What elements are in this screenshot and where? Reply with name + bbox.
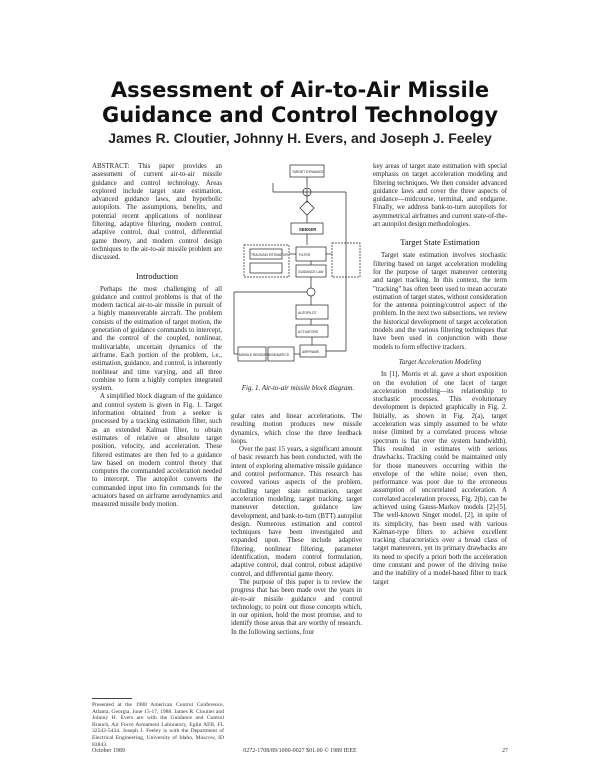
introduction-heading: Introduction xyxy=(135,270,179,281)
col2-paragraph-1: gular rates and linear accelerations. The resulting motion produces new missile dynamics, which close the three feedback loops. xyxy=(231,413,362,445)
seeker-gimbal-node xyxy=(300,201,314,215)
label-seeker: SEEKER xyxy=(299,227,317,232)
target-state-estimation-heading: Target State Estimation xyxy=(400,237,480,248)
estimator-filter-block xyxy=(250,263,282,273)
column-2 xyxy=(231,413,362,735)
target-acceleration-modeling-subheading: Target Acceleration Modeling xyxy=(398,358,482,366)
label-guidance-law: GUIDANCE LAW xyxy=(298,270,324,274)
intro-paragraph-1: Perhaps the most challenging of all guidance and control problems is that of the modern tactical air-to-air missile in pursuit of a highly maneuverable aircraft. The problem consists of the estimation of target motion, the generation of guidance commands to intercept, and the control of the coupled, nonlinear, multivariable, uncertain dynamics of the airframe. Each portion of the problem, i.e., estimation, guidance, and control, is inherently nonlinear and time varying, and all three combine to form a highly complex integrated system. xyxy=(92,285,222,393)
col3-paragraph-2: Target state estimation involves stochastic filtering based on target acceleration modeling for the purpose of target maneuver centering and target tracking. In this context, the term "tracking" has often been used to mean accurate estimation of target states, without consideration for the antenna pointing/control aspect of the problem. In the next two subsections, we review the historical development of target acceleration models and the various filtering techniques that have been used in conjunction with those models to form effective trackers. xyxy=(373,252,507,351)
footnote: Presented at the 1988 American Control Conference, Atlanta, Georgia, June 15-17, 1988. James R. Cloutier and Johnny H. Evers are with the Guidance and Control Branch, Air Force Armament Laboratory, Eglin AFB, FL 32542-5434. Joseph J. Feeley is with the Department of Electrical Engineering, University of Idaho, Moscow, ID 83843. xyxy=(92,702,224,748)
col3-paragraph-1: key areas of target state estimation with special emphasis on target acceleration modeling and filtering techniques. We then consider advanced guidance laws and cover the three aspects of guidance—midcourse, terminal, and endgame. Finally, we address bank-to-turn autopilots for asymmetrical airframes and current state-of-the-art autopilot design methodologies. xyxy=(373,163,507,229)
block-diagram xyxy=(232,163,364,381)
title-line-1: Assessment of Air-to-Air Missile xyxy=(110,78,490,102)
column-3 xyxy=(373,163,507,735)
label-missile-sensors: MISSILE SENSORS xyxy=(239,353,270,357)
figure-1 xyxy=(232,163,364,381)
label-actuators: ACTUATORS xyxy=(298,330,319,334)
abstract: ABSTRACT: This paper provides an assessment of current air-to-air missile guidance and control technology. Areas explored include target state estimation, advanced guidance laws, and hyperbolic autopilots. The assumptions, benefits, and potential recent applications of nonlinear filtering, adaptive filtering, modern control, adaptive control, dual control, differential game theory, and modern control design techniques to the air-to-air missile problem are discussed. xyxy=(92,163,222,262)
label-kinematics: KINEMATICS xyxy=(269,353,289,357)
title-line-2: Guidance and Control Technology xyxy=(101,103,499,127)
figure-1-caption: Fig. 1. Air-to-air missile block diagram. xyxy=(241,384,355,392)
label-autopilot: AUTOPILOT xyxy=(298,311,317,315)
column-1 xyxy=(92,163,222,635)
label-tracking-estimator: TRACKING ESTIMATOR xyxy=(251,253,288,257)
label-filter: FILTER xyxy=(299,253,311,257)
col3-paragraph-3: In [1], Morris et al. gave a short exposition on the evolution of one facet of target acceleration modeling—its relationship to stochastic processes. This evolutionary development is depicted graphically in Fig. 2. Initially, as shown in Fig. 2(a), target acceleration was simply assumed to be white noise (limited by a correlated process whose spectrum is flat over the system bandwidth). This resulted in estimates with serious drawbacks. Tracking could be maintained only for those maneuvers occurring within the envelope of the white noise; even then, performance was poor due to the erroneous assumption of uncorrelated acceleration. A correlated acceleration process, Fig. 2(b), can be achieved using Gauss-Markov models [2]-[5]. The well-known Singer model, [2], in spite of its simplicity, has been used with various Kalman-type filters to achieve excellent tracking characteristics over a broad class of target maneuvers, yet its primary drawbacks are its need to specify a priori both the acceleration time constant and power of the driving noise and the inability of a model-based filter to track target xyxy=(373,371,507,586)
footnote-rule xyxy=(92,698,132,699)
autopilot-sum-junction xyxy=(307,288,315,296)
intro-paragraph-2: A simplified block diagram of the guidance and control system is given in Fig. 1. Target information obtained from a seeker is processed by a tracking estimation filter, such as an extended Kalman filter, to obtain estimates of relative or absolute target position, velocity, and acceleration. These filtered estimates are then fed to a guidance law based on modern control theory that computes the commanded acceleration needed to intercept. The autopilot converts the commanded input into fin commands for the actuators based on airframe aerodynamics and measured missile body motion. xyxy=(92,393,222,509)
label-airframe: AIRFRAME xyxy=(302,350,320,354)
paper-title xyxy=(0,78,600,128)
col2-paragraph-2: Over the past 15 years, a significant amount of basic research has been conducted, with the intent of exploring alternative missile guidance and control performance. This research has covered various aspects of the problem, including target state estimation, target acceleration modeling, target tracking, target maneuver detection, guidance law development, and bank-to-turn (BTT) autopilot design. Numerous estimation and control techniques have been investigated and expanded upon. These include adaptive filtering, nonlinear filtering, parameter identification, modern control formulation, adaptive control, dual control, robust adaptive control, and differential game theory. xyxy=(231,446,362,578)
label-target-dynamics: TARGET DYNAMICS xyxy=(292,170,324,174)
footer-date: October 1989 xyxy=(92,748,125,754)
page-number: 27 xyxy=(502,748,508,754)
col2-paragraph-3: The purpose of this paper is to review the progress that has been made over the years in air-to-air missile guidance and control technology, to point out those concepts which, in our opinion, hold the most promise, and to identify those areas that are worthy of research. In the following sections, four xyxy=(231,578,362,636)
footer-copyright: 0272-1708/89/1000-0027 $01.00 © 1989 IEEE xyxy=(243,748,357,754)
paper-authors: James R. Cloutier, Johnny H. Evers, and Joseph J. Feeley xyxy=(108,130,492,146)
